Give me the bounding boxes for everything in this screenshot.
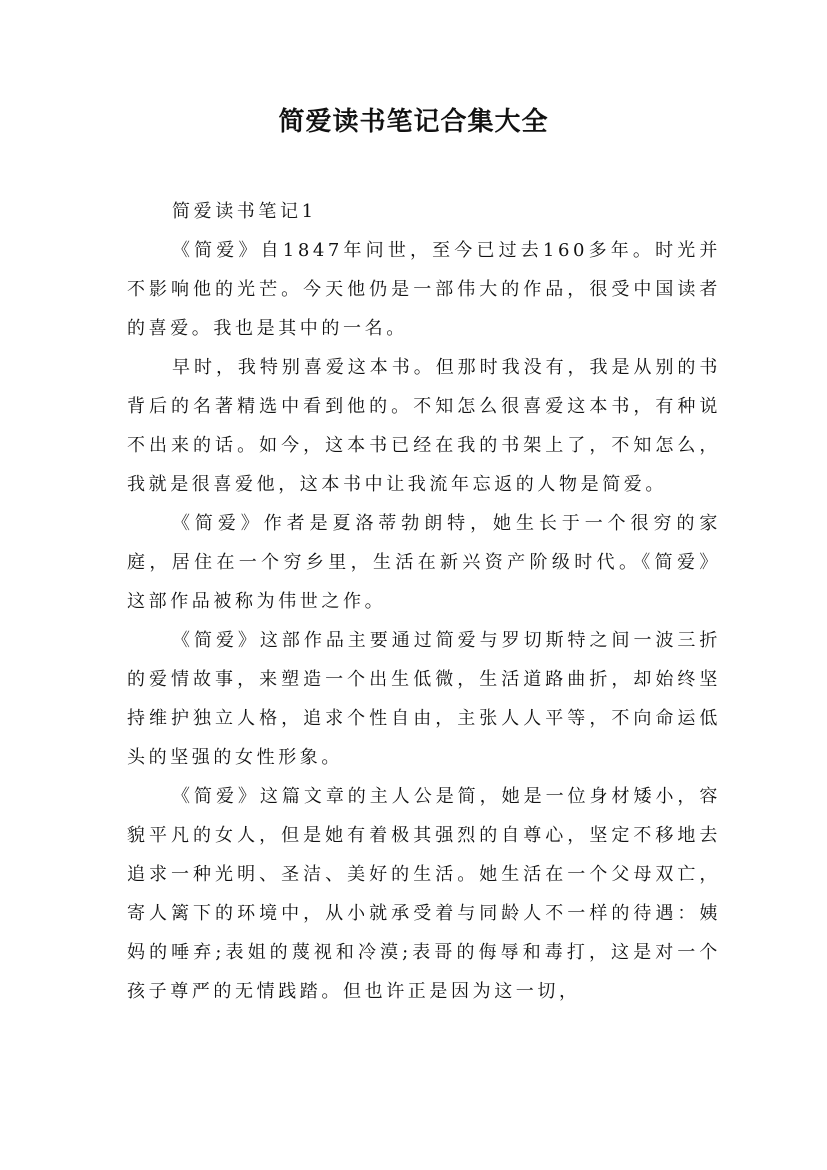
document-body (127, 192, 721, 1011)
section-heading: 简爱读书笔记1 (172, 201, 317, 222)
paragraph-5: 《简爱》这篇文章的主人公是简，她是一位身材矮小，容貌平凡的女人，但是她有着极其强烈的自尊心，坚定不移地去追求一种光明、圣洁、美好的生活。她生活在一个父母双亡，寄人篱下的环境中，从小就承受着与同龄人不一样的待遇：姨妈的唾弃;表姐的蔑视和冷漠;表哥的侮辱和毒打，这是对一个孩子尊严的无情践踏。但也许正是因为这一切， (127, 786, 721, 1002)
paragraph-1: 《简爱》自1847年问世，至今已过去160多年。时光并不影响他的光芒。今天他仍是一部伟大的作品，很受中国读者的喜爱。我也是其中的一名。 (127, 240, 721, 339)
document-title: 简爱读书笔记合集大全 (278, 107, 549, 137)
paragraph-3: 《简爱》作者是夏洛蒂勃朗特，她生长于一个很穷的家庭，居住在一个穷乡里，生活在新兴资产阶级时代。《简爱》这部作品被称为伟世之作。 (127, 513, 721, 612)
paragraph-2: 早时，我特别喜爱这本书。但那时我没有，我是从别的书背后的名著精选中看到他的。不知怎么很喜爱这本书，有种说不出来的话。如今，这本书已经在我的书架上了，不知怎么，我就是很喜爱他，这本书中让我流年忘返的人物是简爱。 (127, 357, 721, 495)
paragraph-4: 《简爱》这部作品主要通过简爱与罗切斯特之间一波三折的爱情故事，来塑造一个出生低微，生活道路曲折，却始终坚持维护独立人格，追求个性自由，主张人人平等，不向命运低头的坚强的女性形象。 (127, 630, 721, 768)
